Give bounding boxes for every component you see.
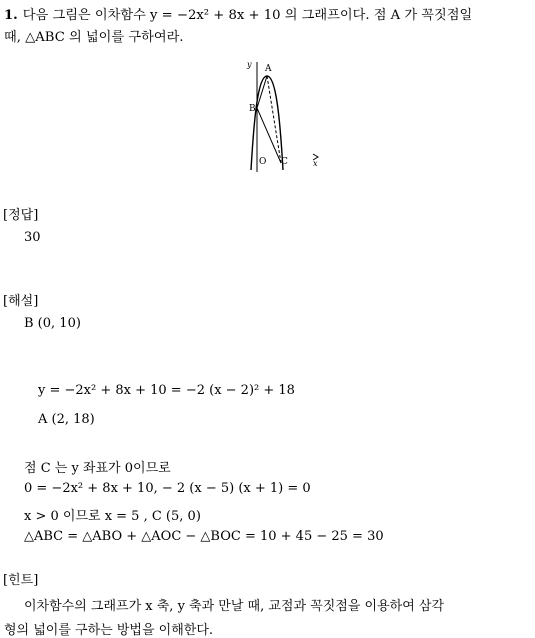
solution-b-point: B (0, 10) [24,316,81,331]
point-c-label: C [281,157,288,167]
question-line-1 [4,4,472,23]
question-line-2: 때, △ABC 의 넓이를 구하여라. [4,30,184,45]
answer-label: [정답] [3,208,39,223]
origin-label: O [259,157,267,167]
hint-line-1: 이차함수의 그래프가 x 축, y 축과 만날 때, 교점과 꼭짓점을 이용하여 삼각 [24,599,445,614]
question-text-1: 다음 그림은 이차함수 y = −2x² + 8x + 10 의 그래프이다. 점 A 가 꼭짓점일 [22,8,473,23]
solution-c-intro: 점 C 는 y 좌표가 0이므로 [24,461,171,476]
point-a-label: A [265,64,272,74]
solution-area: △ABC = △ABO + △AOC − △BOC = 10 + 45 − 25 = 30 [24,529,384,544]
point-b-label: B [249,104,256,114]
solution-c-result: x > 0 이므로 x = 5 , C (5, 0) [24,509,201,524]
solution-c-equation: 0 = −2x² + 8x + 10, − 2 (x − 5) (x + 1) = 0 [24,481,311,496]
x-axis-label: x [313,159,318,168]
hint-label: [힌트] [3,573,39,588]
segment-bc [257,108,281,163]
question-number: 1. [4,8,18,23]
answer-value: 30 [24,230,41,245]
solution-a-point: A (2, 18) [38,412,95,427]
solution-label: [해설] [3,294,39,309]
solution-equation: y = −2x² + 8x + 10 = −2 (x − 2)² + 18 [38,383,295,398]
parabola-figure [238,58,328,176]
hint-line-2: 형의 넓이를 구하는 방법을 이해한다. [4,623,214,638]
y-axis-label: y [247,60,252,69]
